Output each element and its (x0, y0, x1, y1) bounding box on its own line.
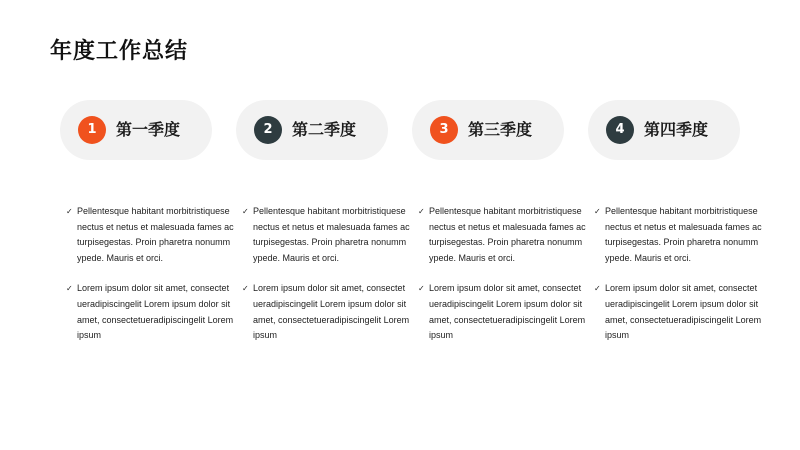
bullet-item (66, 281, 234, 343)
quarter-header-pill (412, 100, 564, 160)
bullet-text: Lorem ipsum dolor sit amet, consectetueradipiscingelit Lorem ipsum dolor sit amet, consectetueradipiscingelit Lorem ipsum (77, 283, 234, 341)
bullet-text: Pellentesque habitant morbitristiquesenectus et netus et malesuada fames ac turpisegestas. Proin pharetra nonummypede. Mauris et orci. (429, 206, 586, 263)
check-icon: ✓ (594, 284, 601, 294)
quarter-header-pill (236, 100, 388, 160)
bullet-item (418, 204, 586, 266)
quarter-number-badge: 2 (254, 116, 282, 144)
quarter-column-2 (236, 100, 412, 420)
quarter-number-badge: 1 (78, 116, 106, 144)
quarter-label: 第二季度 (292, 120, 357, 139)
bullet-item (594, 204, 762, 266)
quarter-label: 第一季度 (116, 120, 181, 139)
bullet-text: Lorem ipsum dolor sit amet, consectetueradipiscingelit Lorem ipsum dolor sit amet, consectetueradipiscingelit Lorem ipsum (429, 283, 586, 341)
bullet-text: Pellentesque habitant morbitristiquesenectus et netus et malesuada fames ac turpisegestas. Proin pharetra nonummypede. Mauris et orci. (605, 206, 762, 263)
bullet-text: Lorem ipsum dolor sit amet, consectetueradipiscingelit Lorem ipsum dolor sit amet, consectetueradipiscingelit Lorem ipsum (253, 283, 410, 341)
quarter-columns (0, 100, 800, 430)
quarter-column-3 (412, 100, 588, 420)
check-icon: ✓ (242, 284, 249, 294)
bullet-text: Lorem ipsum dolor sit amet, consectetueradipiscingelit Lorem ipsum dolor sit amet, consectetueradipiscingelit Lorem ipsum (605, 283, 762, 341)
bullet-list (66, 204, 234, 359)
bullet-item (418, 281, 586, 343)
bullet-list (242, 204, 410, 359)
bullet-item (66, 204, 234, 266)
check-icon: ✓ (66, 284, 73, 294)
slide-title: 年度工作总结 (50, 39, 189, 64)
bullet-item (242, 204, 410, 266)
quarter-header-pill (588, 100, 740, 160)
quarter-label: 第三季度 (468, 120, 533, 139)
bullet-item (594, 281, 762, 343)
bullet-list (418, 204, 586, 359)
check-icon: ✓ (242, 207, 249, 216)
quarter-number-badge: 3 (430, 116, 458, 144)
check-icon: ✓ (418, 284, 425, 294)
quarter-column-1 (60, 100, 236, 420)
quarter-header-pill (60, 100, 212, 160)
check-icon: ✓ (66, 207, 73, 216)
bullet-list (594, 204, 762, 359)
bullet-item (242, 281, 410, 343)
bullet-text: Pellentesque habitant morbitristiquesenectus et netus et malesuada fames ac turpisegestas. Proin pharetra nonummypede. Mauris et orci. (77, 206, 234, 263)
bullet-text: Pellentesque habitant morbitristiquesenectus et netus et malesuada fames ac turpisegestas. Proin pharetra nonummypede. Mauris et orci. (253, 206, 410, 263)
check-icon: ✓ (418, 207, 425, 216)
quarter-column-4 (588, 100, 764, 420)
check-icon: ✓ (594, 207, 601, 216)
quarter-number-badge: 4 (606, 116, 634, 144)
quarter-label: 第四季度 (644, 120, 709, 139)
